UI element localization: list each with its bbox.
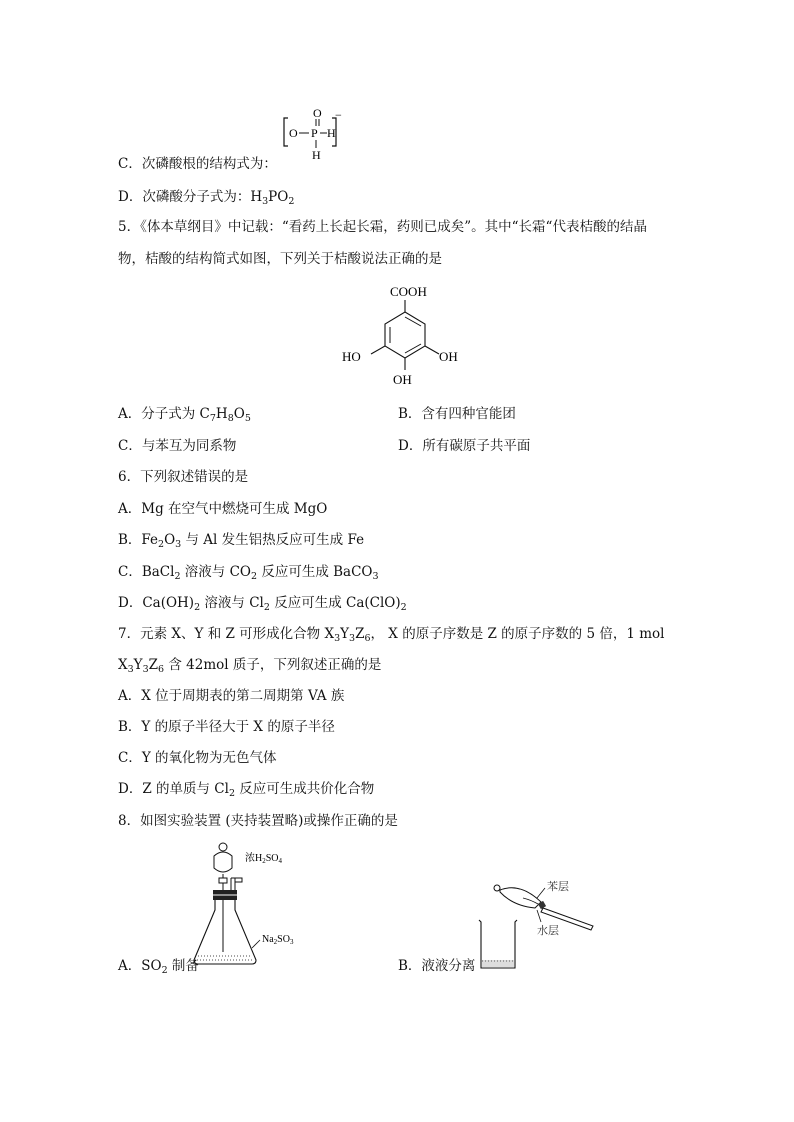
hydroxyl-bottom: OH: [393, 372, 412, 387]
hydroxyl-left: HO: [342, 349, 361, 364]
dropping-funnel-bulb: [214, 852, 232, 872]
q5-option-a: A．分子式为 $C_7H_8O_5$: [118, 406, 251, 424]
q6-option-d: D．$Ca(OH)_2$ 溶液与 $Cl_2$ 反应可生成 $Ca(ClO)_2$: [118, 595, 407, 613]
q7-stem-line1: 7．元素 X、Y 和 Z 可形成化合物 $X_3Y_3Z_6$， X 的原子序数是 Z 的原子序数的 5 倍，1 mol: [118, 626, 665, 644]
phosphorus: P: [311, 126, 318, 140]
q4-option-d: D．次磷酸分子式为：$H_3PO_2$: [118, 189, 295, 207]
q4-option-c: C．次磷酸根的结构式为：: [118, 156, 277, 172]
separatory-funnel: [500, 888, 541, 908]
conc-sulfuric-acid-label: 浓$H_2SO_4$: [245, 853, 283, 865]
q7-option-d: D．Z 的单质与 $Cl_2$ 反应可生成共价化合物: [118, 781, 375, 799]
ring-double-bond-1: [405, 317, 421, 326]
so2-apparatus-figure: [190, 838, 310, 974]
bond-right-oh: [425, 346, 439, 354]
q6-stem: 6．下列叙述错误的是: [118, 469, 249, 485]
separatory-funnel-figure: [475, 870, 600, 974]
q8-option-a: A．$SO_2$ 制备: [118, 958, 199, 976]
ring-double-bond-2: [405, 344, 421, 353]
oxygen-left: O: [289, 126, 298, 140]
benzene-layer-label: 苯层: [547, 881, 569, 893]
oxygen-top: O: [313, 106, 322, 120]
q7-stem-line2: $X_3Y_3Z_6$ 含 42mol 质子，下列叙述正确的是: [118, 657, 382, 675]
q8-option-b: B．液液分离: [398, 958, 476, 974]
q6-option-c: C．BaCl$_2$ 溶液与 $CO_2$ 反应可生成 BaCO$_3$: [118, 564, 379, 582]
funnel-stopper: [219, 843, 227, 851]
negative-charge: −: [335, 108, 342, 122]
salt-pointer: [252, 940, 260, 948]
q5-stem-line2: 物，桔酸的结构简式如图，下列关于桔酸说法正确的是: [118, 251, 442, 267]
q4-d-prefix: D．次磷酸分子式为：: [118, 189, 251, 205]
gallic-acid-structure: [335, 280, 465, 392]
funnel-stopcock: [219, 878, 227, 883]
delivery-tube: [231, 878, 242, 890]
q5-option-c: C．与苯互为同系物: [118, 438, 237, 454]
q6-option-b: B．$Fe_2O_3$ 与 Al 发生铝热反应可生成 Fe: [118, 532, 365, 550]
benzene-ring: [385, 312, 425, 358]
q5-option-d: D．所有碳原子共平面: [398, 438, 531, 454]
q5-stem-line1: 5．《体本草纲目》中记载：“看药上长起长霜，药则已成矣”。其中“长霜“代表桔酸的结晶: [118, 219, 647, 235]
sodium-sulfite-label: $Na_2SO_3$: [262, 934, 294, 946]
carboxyl-label: COOH: [390, 284, 427, 299]
funnel-stopper: [494, 885, 500, 891]
water-layer-label: 水层: [537, 925, 559, 937]
left-bracket: [284, 118, 288, 146]
q8-stem: 8．如图实验装置 (夹持装置略)或操作正确的是: [118, 813, 398, 829]
q5-option-b: B．含有四种官能团: [398, 406, 516, 422]
hydrogen-bottom: H: [312, 148, 321, 162]
hypophosphite-structure: [280, 106, 340, 168]
water-pointer: [537, 910, 541, 922]
q6-option-a: A．Mg 在空气中燃烧可生成 MgO: [118, 501, 328, 517]
benzene-pointer: [537, 888, 545, 898]
conical-flask: [194, 900, 256, 964]
hydrogen-right: H: [327, 126, 336, 140]
layer-interface: [523, 898, 538, 904]
q7-option-c: C．Y 的氧化物为无色气体: [118, 750, 277, 766]
q7-option-a: A．X 位于周期表的第二周期第 VA 族: [118, 688, 345, 704]
funnel-stopcock: [538, 901, 546, 909]
q7-option-b: B．Y 的原子半径大于 X 的原子半径: [118, 719, 335, 735]
bond-left-oh: [371, 346, 385, 354]
hydroxyl-right: OH: [439, 349, 458, 364]
